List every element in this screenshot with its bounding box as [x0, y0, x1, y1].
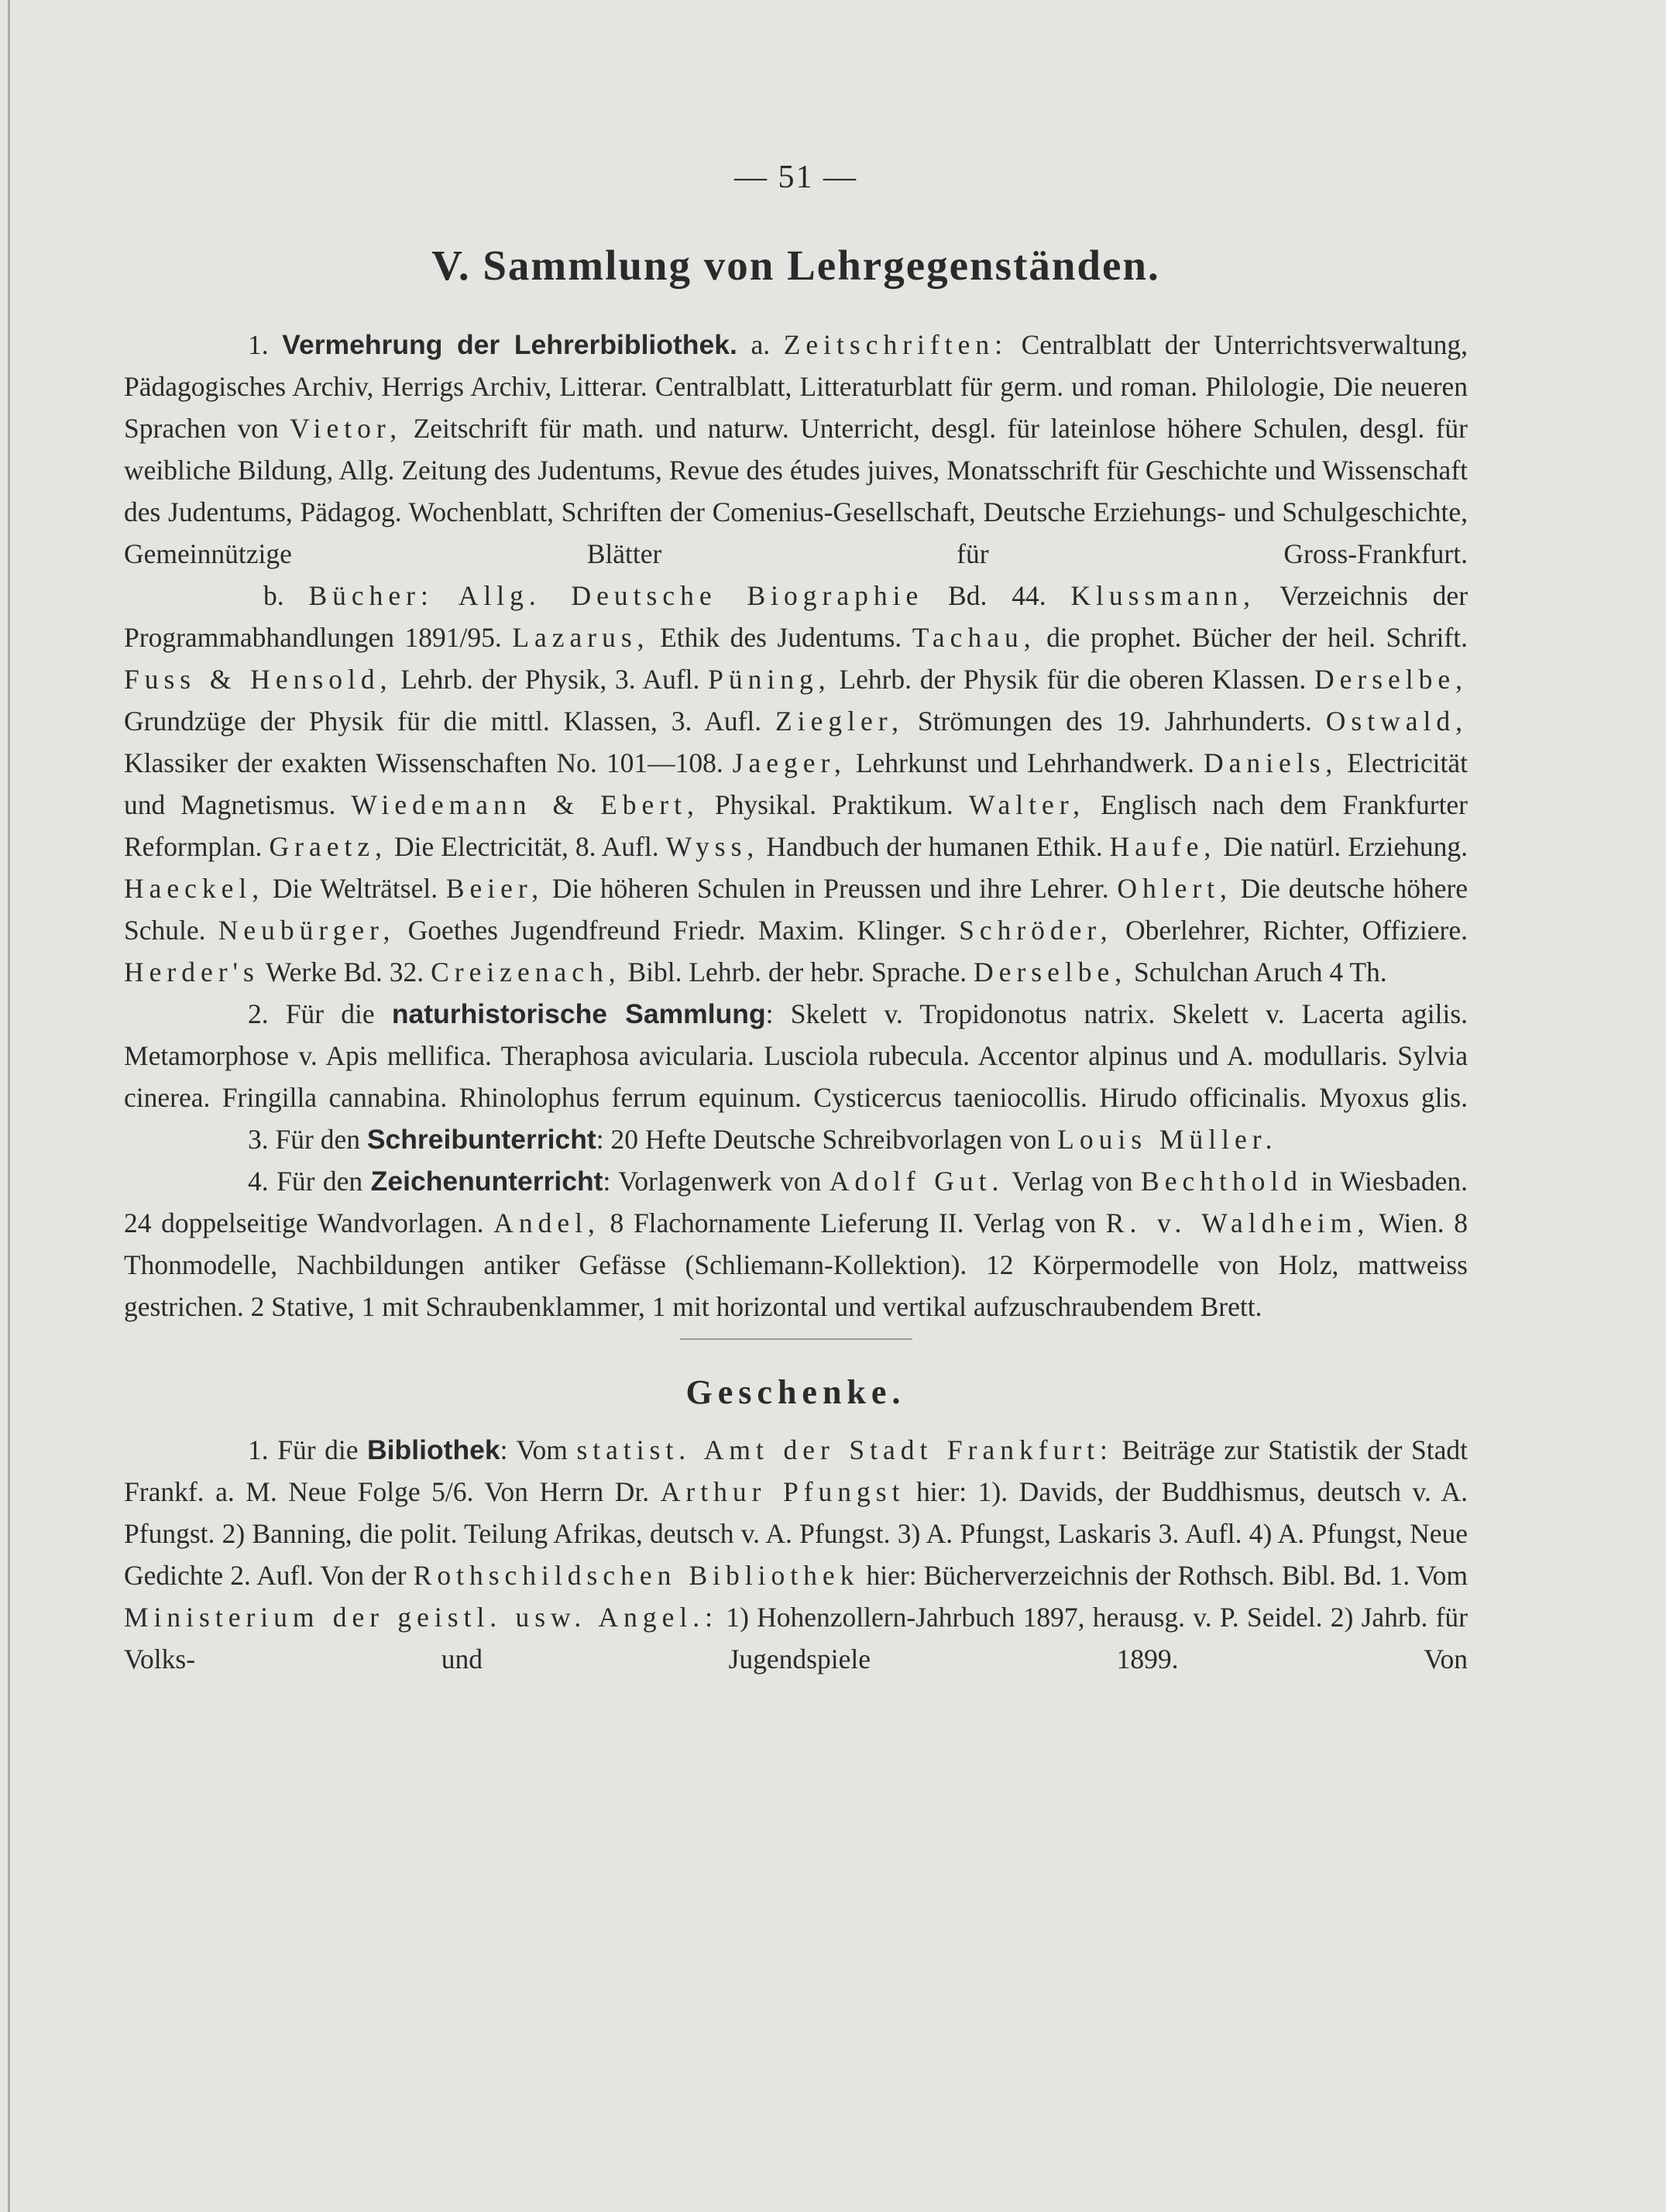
gifts-text: 1) Hohenzollern-Jahrbuch 1897, herausg. v. P. Seidel. 2) Jahrb. für Volks- und Jugendspiele 1899. Von [124, 1602, 1468, 1674]
author-name: Herder's [124, 957, 259, 988]
author-name: Beier, [445, 873, 544, 904]
author-name: Tachau, [912, 622, 1036, 653]
journals-text-2: Zeitschrift für math. und naturw. Unterricht, desgl. für lateinlose höhere Schulen, desgl. für weibliche Bildung, Allg. Zeitung des Judentums, Revue des études juives, Monatsschrift für Geschichte und Wissenschaft des Judentums, Pädagog. Wochenblatt, Schriften der Comenius-Gesellschaft, Deutsche Erziehungs- und Schulgeschichte, Gemeinnützige Blätter für Gross-Frankfurt. [124, 413, 1468, 569]
drawing-text: in Wiesbaden. 24 doppelseitige Wandvorlagen. [124, 1166, 1468, 1238]
book-text: Physikal. Praktikum. [714, 789, 953, 820]
item-number: 1. [248, 329, 269, 360]
heading-lehrerbibliothek: Vermehrung der Lehrerbibliothek. [282, 329, 737, 360]
gifts-title: Geschenke. [685, 1373, 906, 1411]
page-edge-line [8, 0, 10, 2212]
paragraph-teacher-library-a [124, 324, 1468, 575]
page-number: — 51 — [734, 160, 857, 195]
author-name: Haeckel, [124, 873, 265, 904]
book-text: Lehrb. der Physik, 3. Aufl. [400, 664, 700, 695]
item-number: 4. [248, 1166, 269, 1197]
author-name: Wiedemann & Ebert, [351, 789, 699, 820]
book-text: Die deutsche höhere Schule. [124, 873, 1468, 946]
book-text: Electricität und Magnetismus. [124, 747, 1468, 820]
drawing-text: Wien. 8 Thonmodelle, Nachbildungen antiker Gefässe (Schliemann-Kollektion). 12 Körpermodelle von Holz, mattweiss gestrichen. 2 Stative, 1 mit Schraubenklammer, 1 mit horizontal und vertikal aufzuschraubendem Brett. [124, 1207, 1468, 1322]
keyword-buecher: Bücher: [308, 580, 434, 611]
author-name: Graetz, [269, 831, 387, 862]
author-name: Jaeger, [732, 747, 847, 778]
donor-name: Ministerium der geistl. usw. Angel.: [124, 1602, 719, 1633]
book-text: Schulchan Aruch 4 Th. [1133, 957, 1387, 988]
colon: : [596, 1124, 604, 1155]
intro-text: Für die [285, 998, 375, 1029]
author-name: Ostwald, [1325, 706, 1468, 737]
author-name: Derselbe, [974, 957, 1128, 988]
keyword-zeitschriften: Zeitschriften: [783, 329, 1008, 360]
colon: : [765, 998, 774, 1029]
author-name: Lazarus, [512, 622, 650, 653]
gifts-text: hier: Bücherverzeichnis der Rothsch. Bibl. Bd. 1. Vom [866, 1560, 1468, 1591]
book-title: Allg. Deutsche Biographie [458, 580, 924, 611]
author-name: Bechthold [1141, 1166, 1303, 1197]
sub-label-a: a. [751, 329, 771, 360]
intro-text: Für den [277, 1166, 363, 1197]
book-text: Handbuch der humanen Ethik. [766, 831, 1103, 862]
section-title: V. Sammlung von Lehrgegenständen. [431, 242, 1160, 289]
paragraph-gifts-library [124, 1429, 1468, 1680]
book-text: Grundzüge der Physik für die mittl. Klassen, 3. Aufl. [124, 706, 762, 737]
paragraph-natural-history [124, 993, 1468, 1118]
author-name: Derselbe, [1314, 664, 1468, 695]
drawing-text: Vorlagenwerk von [618, 1166, 822, 1197]
author-name: Louis Müller. [1057, 1124, 1278, 1155]
author-name: Adolf Gut. [829, 1166, 1005, 1197]
drawing-text: 8 Flachornamente Lieferung II. Verlag von [610, 1207, 1097, 1238]
author-name: Haufe, [1109, 831, 1217, 862]
item-number: 1. [248, 1434, 269, 1465]
natural-history-text: Skelett v. Tropidonotus natrix. Skelett v. Lacerta agilis. Metamorphose v. Apis mellifica. Theraphosa avicularia. Lusciola rubecula. Accentor alpinus und A. modullaris. Sylvia cinerea. Fringilla cannabina. Rhinolophus ferrum equinum. Cysticercus taeniocollis. Hirudo officinalis. Myoxus glis. [124, 998, 1468, 1113]
drawing-text: Verlag von [1012, 1166, 1133, 1197]
separator-line [680, 1338, 912, 1340]
book-text: Lehrb. der Physik für die oberen Klassen. [839, 664, 1307, 695]
author-name: Klussmann, [1070, 580, 1256, 611]
author-name: Daniels, [1203, 747, 1338, 778]
colon: : [603, 1166, 611, 1197]
donor-name: Arthur Pfungst [660, 1476, 905, 1507]
paragraph-teacher-library-b [124, 575, 1468, 993]
author-name: Creizenach, [431, 957, 621, 988]
book-text: Die natürl. Erziehung. [1223, 831, 1468, 862]
book-text: Ethik des Judentums. [660, 622, 902, 653]
intro-text: Für die [277, 1434, 359, 1465]
sub-label-b: b. [263, 580, 284, 611]
book-text: Werke Bd. 32. [266, 957, 424, 988]
book-text: Oberlehrer, Richter, Offiziere. [1125, 915, 1468, 946]
donor-name: Rothschildschen Bibliothek [413, 1560, 860, 1591]
book-text: Die Electricität, 8. Aufl. [394, 831, 659, 862]
document-page [124, 159, 1468, 1680]
book-text: Lehrkunst und Lehrhandwerk. [855, 747, 1194, 778]
author-name: Ohlert, [1117, 873, 1232, 904]
author-name: Neubürger, [218, 915, 396, 946]
heading-bibliothek: Bibliothek [367, 1434, 500, 1465]
heading-naturhistorische-sammlung: naturhistorische Sammlung [391, 998, 766, 1029]
paragraph-writing-lessons [124, 1118, 1468, 1160]
author-name: Püning, [708, 664, 831, 695]
colon: : [500, 1434, 508, 1465]
gifts-text: Vom [516, 1434, 568, 1465]
book-text: Englisch nach dem Frankfurter Reformplan. [124, 789, 1468, 862]
item-number: 2. [248, 998, 269, 1029]
book-text: Goethes Jugendfreund Friedr. Maxim. Klinger. [407, 915, 946, 946]
book-text: Verzeichnis der Programmabhandlungen 1891/95. [124, 580, 1468, 653]
heading-schreibunterricht: Schreibunterricht [366, 1124, 596, 1155]
book-text: Bd. 44. [948, 580, 1046, 611]
intro-text: Für den [275, 1124, 360, 1155]
writing-text: 20 Hefte Deutsche Schreibvorlagen von [610, 1124, 1051, 1155]
book-text: die prophet. Bücher der heil. Schrift. [1046, 622, 1468, 653]
author-name: Walter, [968, 789, 1085, 820]
journals-text: Centralblatt der Unterrichtsverwaltung, Pädagogisches Archiv, Herrigs Archiv, Litterar. Centralblatt, Litteraturblatt für germ. und roman. Philologie, Die neueren Sprachen von [124, 329, 1468, 444]
gifts-text: hier: 1). Davids, der Buddhismus, deutsch v. A. Pfungst. 2) Banning, die polit. Teilung Afrikas, deutsch v. A. Pfungst. 3) A. Pfungst, Laskaris 3. Aufl. 4) A. Pfungst, Neue Gedichte 2. Aufl. Von der [124, 1476, 1468, 1591]
book-text: Strömungen des 19. Jahrhunderts. [917, 706, 1312, 737]
author-name: Fuss & Hensold, [124, 664, 393, 695]
name-vietor: Vietor, [290, 413, 403, 444]
author-name: Wyss, [665, 831, 760, 862]
donor-name: statist. Amt der Stadt Frankfurt: [576, 1434, 1113, 1465]
author-name: Schröder, [959, 915, 1113, 946]
book-text: Die höheren Schulen in Preussen und ihre Lehrer. [551, 873, 1109, 904]
paragraph-drawing-lessons [124, 1160, 1468, 1328]
gifts-text: Beiträge zur Statistik der Stadt Frankf. a. M. Neue Folge 5/6. Von Herrn Dr. [124, 1434, 1468, 1507]
author-name: Ziegler, [775, 706, 904, 737]
item-number: 3. [248, 1124, 269, 1155]
author-name: R. v. Waldheim, [1105, 1207, 1370, 1238]
book-text: Klassiker der exakten Wissenschaften No. 101—108. [124, 747, 723, 778]
author-name: Andel, [493, 1207, 600, 1238]
book-text: Die Welträtsel. [272, 873, 438, 904]
heading-zeichenunterricht: Zeichenunterricht [370, 1166, 603, 1197]
book-text: Bibl. Lehrb. der hebr. Sprache. [627, 957, 967, 988]
